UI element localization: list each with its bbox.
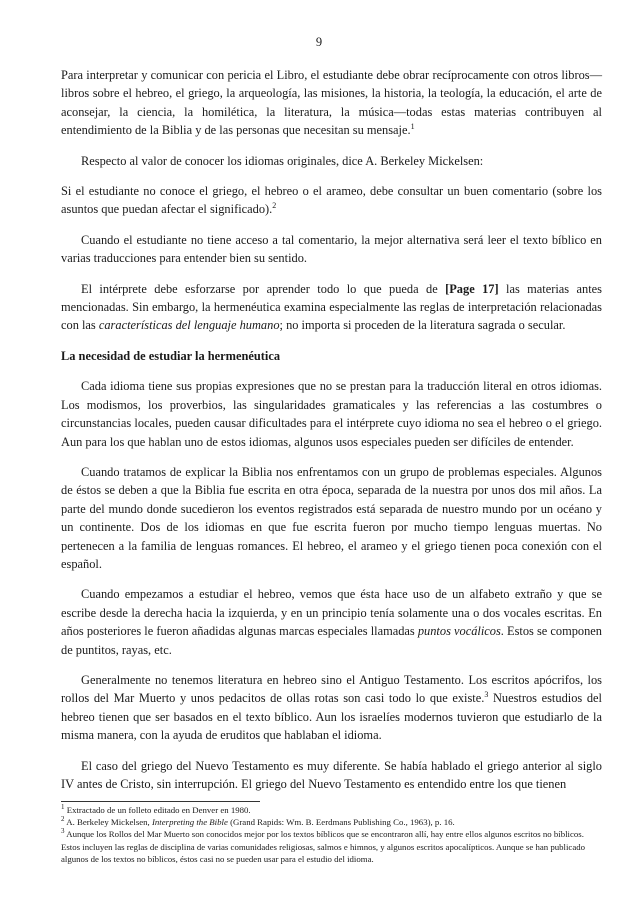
paragraph-text: El intérprete debe esforzarse por aprender todo lo que pueda de xyxy=(81,281,446,296)
paragraph-8 xyxy=(61,585,602,659)
paragraph-9 xyxy=(61,671,602,745)
footnote-text: A. Berkeley Mickelsen, xyxy=(64,817,152,828)
emphasis-text: puntos vocálicos xyxy=(417,624,501,639)
footnote-1 xyxy=(61,804,602,816)
paragraph-text: Para interpretar y comunicar con pericia el Libro, el estudiante debe obrar recíprocamente con otros libros—libros sobre el hebreo, el griego, la arqueología, las misiones, la historia, la teología, la educación, el arte de aconsejar, la ciencia, la homilética, la literatura, la música—todas estas materias contribuyen al entendimiento de la Biblia y de las personas que necesitan su mensaje. xyxy=(61,68,602,138)
paragraph-text: Cuando empezamos a estudiar el hebreo, vemos que ésta hace uso de un alfabeto extraño y que se escribe desde la derecha hacia la izquierda, y en un principio tenía solamente una o dos vocales escritas. En años posteriores le fueron añadidas algunas marcas especiales llamadas xyxy=(61,587,602,639)
footnote-2 xyxy=(61,816,602,828)
footnotes xyxy=(61,804,602,865)
paragraph-7: Cuando tratamos de explicar la Biblia nos enfrentamos con un grupo de problemas especiales. Algunos de éstos se deben a que la Biblia fue escrita en otra época, separada de la nuestra por unos dos mil años. La parte del mundo donde sucedieron los eventos registrados está separada de nuestro mundo por un océano y un continente. Dos de los idiomas en que fue escrita fueron por mucho tiempo lenguas muertas. No pertenecen a la familia de lenguas romances. El hebreo, el arameo y el griego tienen poca conexión con el español. xyxy=(61,464,602,571)
paragraph-text: . Estos se componen de puntitos, rayas, etc. xyxy=(61,624,602,657)
footnote-3 xyxy=(61,828,602,865)
footnote-divider xyxy=(61,801,260,802)
paragraph-2: Respecto al valor de conocer los idiomas originales, dice A. Berkeley Mickelsen: xyxy=(81,153,484,168)
paragraph-text: Nuestros estudios del hebreo tienen que ser basados en el texto bíblico. Aun los israelíes modernos tuvieron que estudiarlo de la misma manera, con la ayuda de eruditos que hablaban el idioma. xyxy=(61,691,602,743)
emphasis-text: características del lenguaje humano xyxy=(98,318,280,333)
paragraph-text: ; no importa si proceden de la literatura sagrada o secular. xyxy=(279,318,566,333)
main-text xyxy=(61,66,602,805)
footnote-book-title: Interpreting the Bible xyxy=(151,817,228,828)
footnote-number: 3 xyxy=(61,827,65,836)
footnote-ref-2: 2 xyxy=(272,201,277,211)
quotation xyxy=(61,182,602,219)
paragraph-text: Generalmente no tenemos literatura en hebreo sino el Antiguo Testamento. Los escritos apócrifos, los rollos del Mar Muerto y unos pedacitos de ollas rotas son casi todo lo que existe. xyxy=(61,672,602,706)
quotation-text: Si el estudiante no conoce el griego, el hebreo o el arameo, debe consultar un buen comentario (sobre los asuntos que puedan afectar el significado). xyxy=(61,184,602,217)
paragraph-10: El caso del griego del Nuevo Testamento es muy diferente. Se había hablado el griego anterior al siglo IV antes de Cristo, sin interrupción. El griego del Nuevo Testamento es entendido entre los que tienen xyxy=(61,758,602,791)
footnote-text: Extractado de un folleto editado en Denver en 1980. xyxy=(64,805,251,815)
paragraph-6: Cada idioma tiene sus propias expresiones que no se prestan para la traducción literal en otros idiomas. Los modismos, los proverbios, las singularidades gramaticales y las referencias a las costumbres o circunstancias locales, pueden causar dificultades para el intérprete cuyo idioma no sea el hebreo o el griego. Aun para los que hablan uno de estos idiomas, algunos usos especiales pueden ser difíciles de entender. xyxy=(61,379,602,449)
section-heading: La necesidad de estudiar la hermenéutica xyxy=(61,348,281,363)
footnote-ref-3: 3 xyxy=(484,690,489,700)
footnote-ref-1: 1 xyxy=(410,122,415,132)
footnote-text: (Grand Rapids: Wm. B. Eerdmans Publishing Co., 1963), p. 16. xyxy=(227,817,455,828)
paragraph-5 xyxy=(61,280,602,335)
paragraph-4: Cuando el estudiante no tiene acceso a tal comentario, la mejor alternativa será leer el texto bíblico en varias traducciones para entender bien su sentido. xyxy=(61,232,602,266)
footnote-number: 1 xyxy=(61,803,65,812)
paragraph-text: las materias antes mencionadas. Sin embargo, la hermenéutica examina especialmente las reglas de interpretación relacionadas con las xyxy=(61,281,602,333)
footnote-text: Aunque los Rollos del Mar Muerto son conocidos mejor por los textos bíblicos que se encontraron allí, hay entre ellos algunos escritos no bíblicos. Estos incluyen las reglas de disciplina de varias comunidades religiosas, salmos e himnos, y algunos escritos apocalípticos. Aunque se han publicado algunos de los textos no bíblicos, éstos casi no se pueden usar para el estudio del idioma. xyxy=(61,829,586,864)
footnote-number: 2 xyxy=(61,815,65,824)
page-number: 9 xyxy=(315,35,323,49)
page-marker: [Page 17] xyxy=(445,281,499,296)
paragraph-1 xyxy=(61,66,602,140)
